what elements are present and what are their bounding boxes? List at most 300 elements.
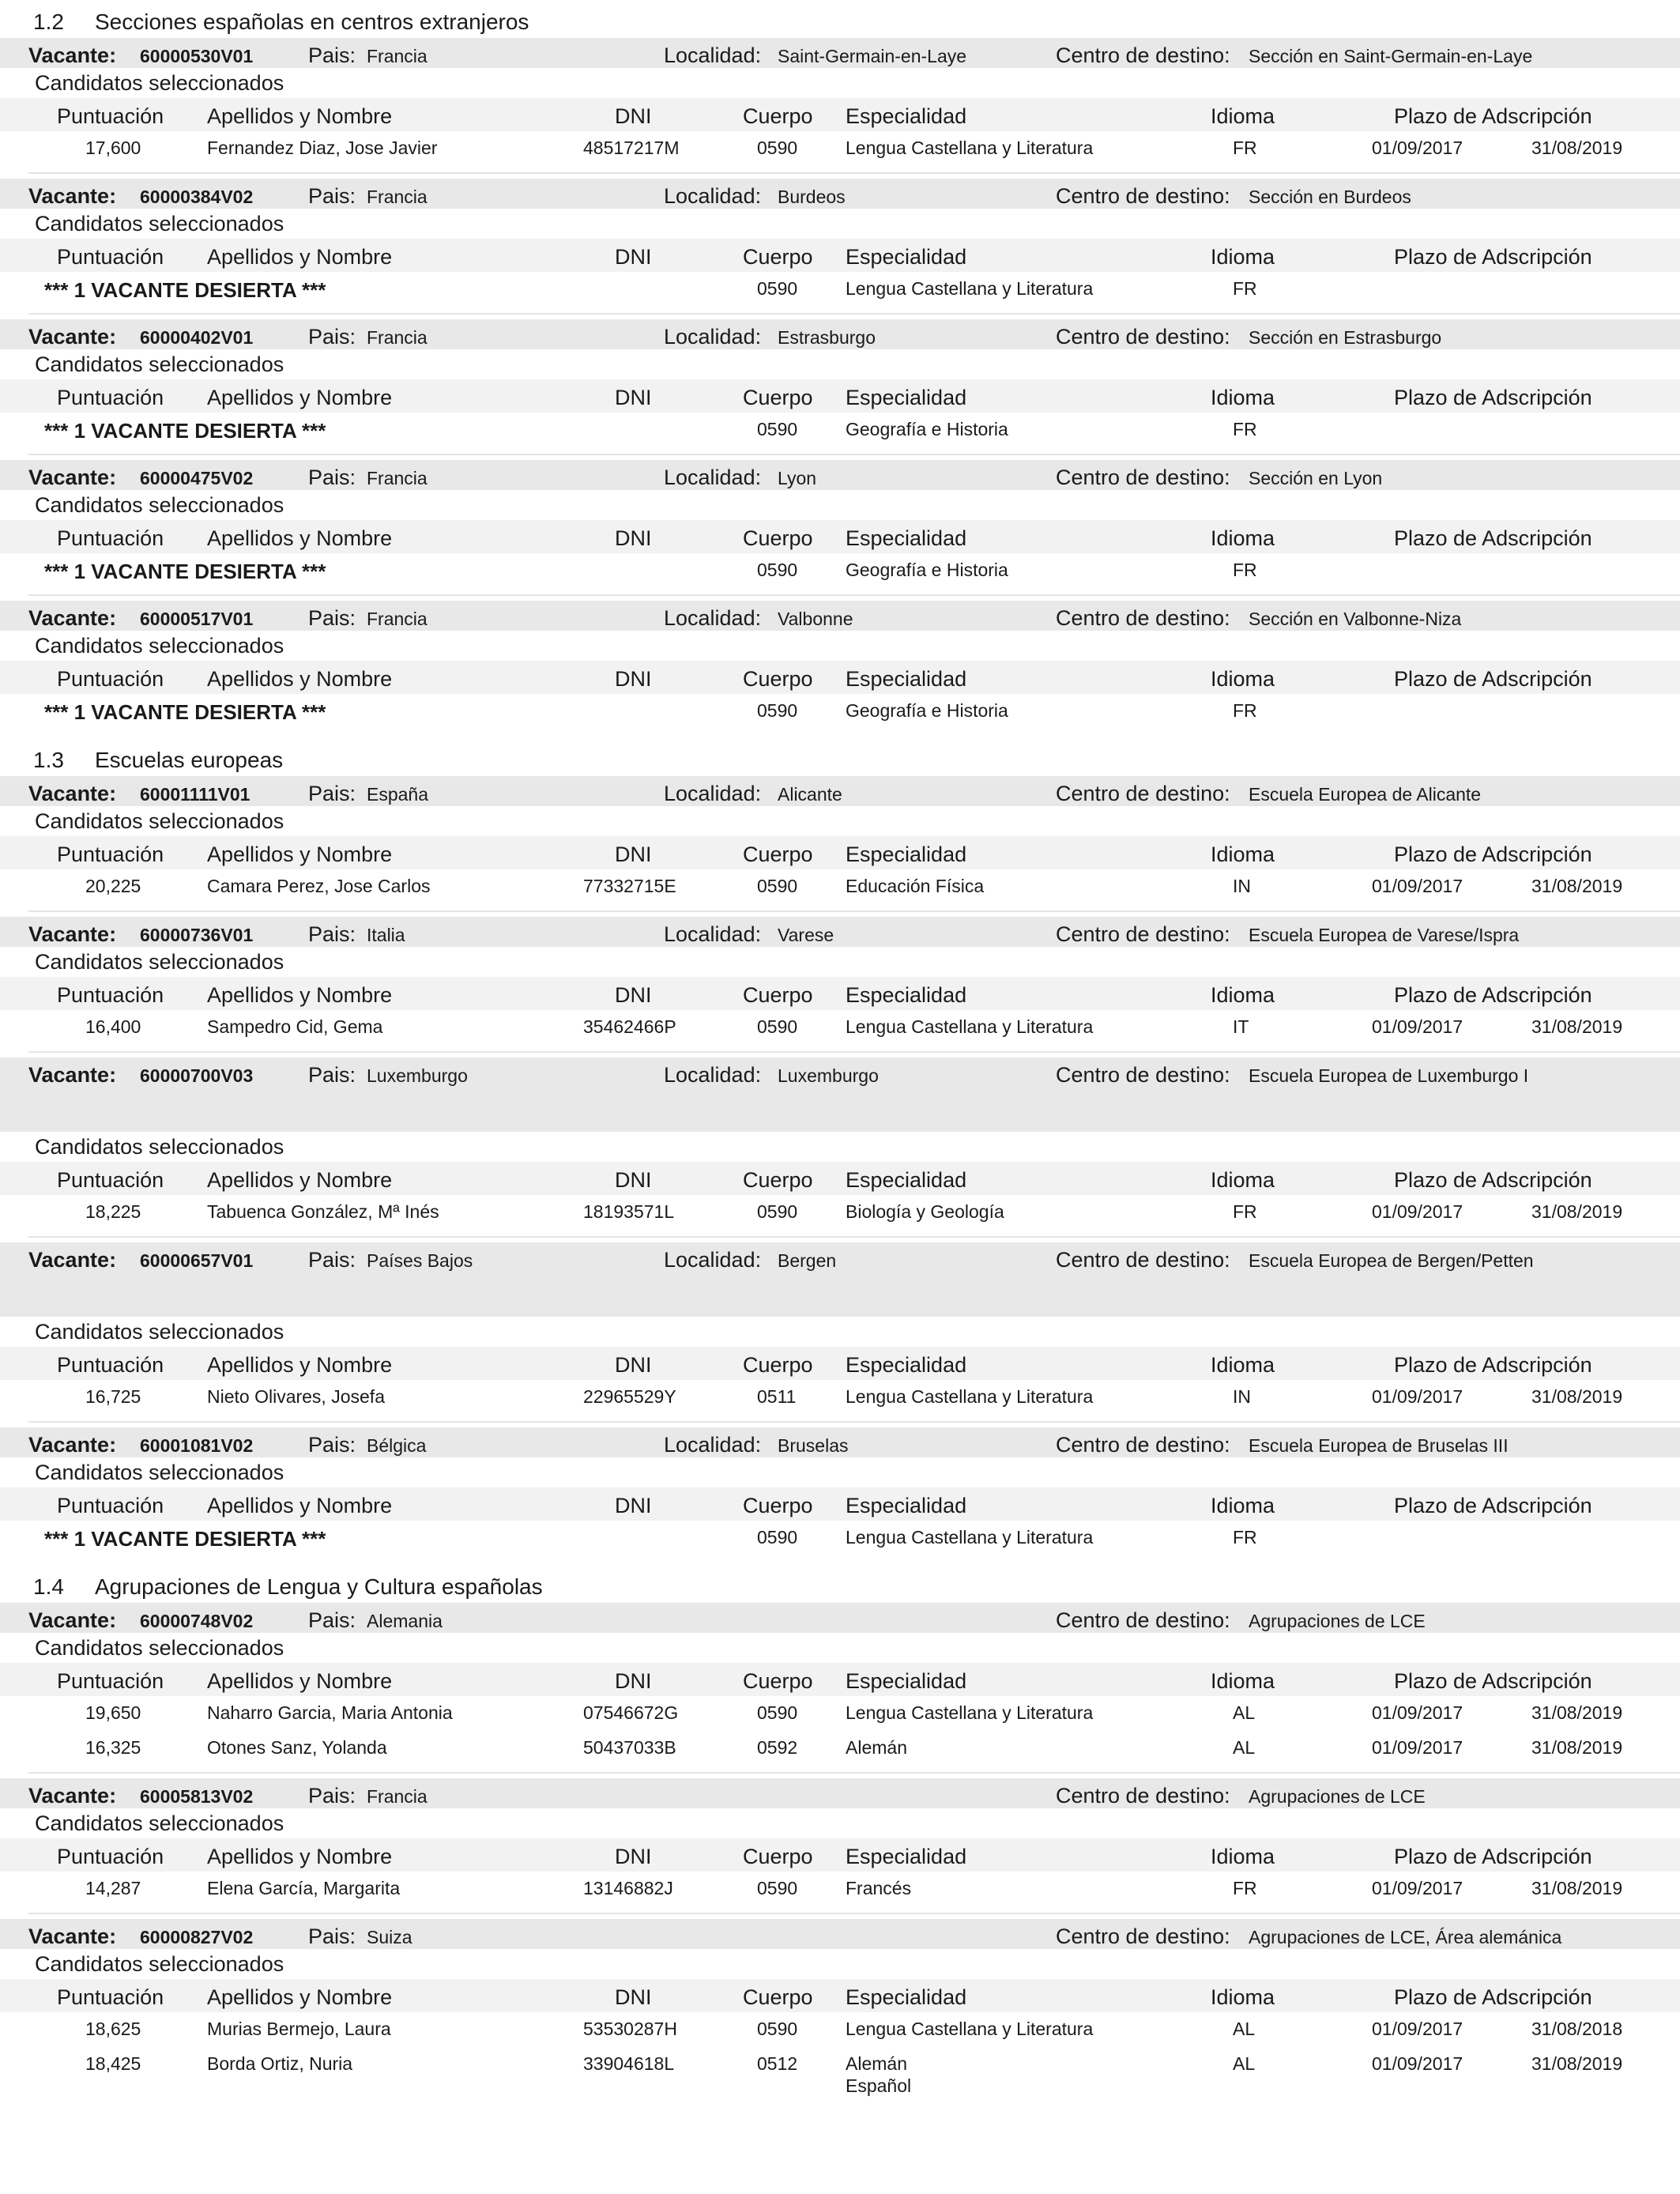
dni-cell: 35462466P bbox=[583, 1016, 676, 1037]
vacancy-separator bbox=[28, 588, 1680, 596]
col-puntuacion: Puntuación bbox=[57, 386, 164, 409]
col-idioma: Idioma bbox=[1211, 386, 1275, 409]
vacante-label: Vacante: bbox=[28, 1433, 117, 1457]
vacante-code: 60001081V02 bbox=[140, 1435, 254, 1456]
col-cuerpo: Cuerpo bbox=[743, 1845, 813, 1868]
localidad-label: Localidad: bbox=[664, 606, 762, 630]
column-header-row bbox=[0, 1487, 1680, 1521]
vacante-label: Vacante: bbox=[28, 466, 117, 489]
candidatos-label bbox=[0, 947, 1680, 977]
col-dni: DNI bbox=[615, 1669, 652, 1693]
column-header-row bbox=[0, 977, 1680, 1010]
section-name: Secciones españolas en centros extranjeros bbox=[95, 9, 529, 34]
pais-label: Pais: bbox=[308, 466, 356, 489]
candidatos-label bbox=[0, 1949, 1680, 1979]
centro-value: Agrupaciones de LCE bbox=[1249, 1786, 1426, 1807]
col-dni: DNI bbox=[615, 1845, 652, 1868]
centro-label: Centro de destino: bbox=[1056, 466, 1230, 489]
vacancy-header bbox=[0, 1778, 1680, 1808]
vacante-label: Vacante: bbox=[28, 43, 117, 67]
col-nombre: Apellidos y Nombre bbox=[207, 1353, 393, 1377]
candidatos-text: Candidatos seleccionados bbox=[35, 1811, 284, 1835]
col-especialidad: Especialidad bbox=[846, 1353, 967, 1377]
candidate-row bbox=[0, 869, 1680, 904]
pais-value: Francia bbox=[367, 46, 428, 66]
idioma-cell: FR bbox=[1233, 278, 1257, 299]
cuerpo-cell: 0590 bbox=[757, 560, 798, 580]
desierta-text: *** 1 VACANTE DESIERTA *** bbox=[44, 278, 326, 302]
column-header-row bbox=[0, 520, 1680, 553]
localidad-value: Bruselas bbox=[778, 1435, 849, 1456]
col-nombre: Apellidos y Nombre bbox=[207, 1985, 393, 2009]
section-number: 1.2 bbox=[33, 9, 64, 34]
especialidad-cell: Francés bbox=[846, 1878, 912, 1898]
localidad-value: Lyon bbox=[778, 468, 817, 488]
col-idioma: Idioma bbox=[1211, 526, 1275, 550]
vacante-label: Vacante: bbox=[28, 606, 117, 630]
centro-value: Agrupaciones de LCE bbox=[1249, 1611, 1426, 1631]
col-dni: DNI bbox=[615, 983, 652, 1007]
pais-value: España bbox=[367, 784, 429, 805]
vacancy-separator bbox=[28, 307, 1680, 315]
pais-label: Pais: bbox=[308, 606, 356, 630]
plazo-desde-cell: 01/09/2017 bbox=[1372, 876, 1463, 896]
col-dni: DNI bbox=[615, 1168, 652, 1192]
col-nombre: Apellidos y Nombre bbox=[207, 104, 393, 128]
especialidad-cell: Lengua Castellana y Literatura bbox=[846, 278, 1094, 299]
section-title bbox=[0, 1566, 1680, 1603]
cuerpo-cell: 0511 bbox=[757, 1386, 797, 1407]
vacancy-header bbox=[0, 1242, 1680, 1317]
column-header-row bbox=[0, 239, 1680, 272]
localidad-label: Localidad: bbox=[664, 43, 762, 67]
col-nombre: Apellidos y Nombre bbox=[207, 843, 393, 866]
nombre-cell: Fernandez Diaz, Jose Javier bbox=[207, 138, 438, 158]
col-puntuacion: Puntuación bbox=[57, 245, 164, 269]
nombre-cell: Nieto Olivares, Josefa bbox=[207, 1386, 385, 1407]
idioma-cell: IN bbox=[1233, 876, 1251, 896]
vacancy-block bbox=[0, 1242, 1680, 1423]
plazo-desde-cell: 01/09/2017 bbox=[1372, 138, 1463, 158]
idioma-cell: AL bbox=[1233, 2019, 1256, 2039]
vacante-code: 60000475V02 bbox=[140, 468, 254, 488]
candidatos-text: Candidatos seleccionados bbox=[35, 1320, 284, 1344]
candidatos-text: Candidatos seleccionados bbox=[35, 1461, 284, 1484]
vacante-code: 60000402V01 bbox=[140, 327, 254, 348]
idioma-cell: FR bbox=[1233, 1201, 1257, 1222]
vacancy-deserted-row bbox=[0, 694, 1680, 729]
candidatos-text: Candidatos seleccionados bbox=[35, 212, 284, 236]
vacancy-separator bbox=[28, 904, 1680, 912]
localidad-value: Estrasburgo bbox=[778, 327, 876, 348]
col-especialidad: Especialidad bbox=[846, 1669, 967, 1693]
vacante-label: Vacante: bbox=[28, 782, 117, 805]
vacancy-block bbox=[0, 38, 1680, 174]
candidatos-label bbox=[0, 349, 1680, 379]
centro-label: Centro de destino: bbox=[1056, 1063, 1230, 1087]
vacante-code: 60000657V01 bbox=[140, 1250, 254, 1271]
localidad-value: Valbonne bbox=[778, 609, 853, 629]
puntuacion-cell: 19,650 bbox=[85, 1702, 141, 1723]
vacancy-block bbox=[0, 179, 1680, 315]
col-especialidad: Especialidad bbox=[846, 104, 967, 128]
pais-value: Francia bbox=[367, 468, 428, 488]
col-nombre: Apellidos y Nombre bbox=[207, 1494, 393, 1517]
candidatos-label bbox=[0, 806, 1680, 836]
plazo-desde-cell: 01/09/2017 bbox=[1372, 2053, 1463, 2074]
dni-cell: 53530287H bbox=[583, 2019, 677, 2039]
col-especialidad: Especialidad bbox=[846, 983, 967, 1007]
vacancy-separator bbox=[28, 447, 1680, 455]
vacancy-block bbox=[0, 1057, 1680, 1238]
candidatos-label bbox=[0, 631, 1680, 661]
cuerpo-cell: 0590 bbox=[757, 1878, 798, 1898]
puntuacion-cell: 18,225 bbox=[85, 1201, 141, 1222]
centro-value: Escuela Europea de Bergen/Petten bbox=[1249, 1250, 1534, 1271]
dni-cell: 48517217M bbox=[583, 138, 680, 158]
cuerpo-cell: 0590 bbox=[757, 1201, 798, 1222]
candidatos-label bbox=[0, 68, 1680, 98]
desierta-text: *** 1 VACANTE DESIERTA *** bbox=[44, 1527, 326, 1551]
candidatos-text: Candidatos seleccionados bbox=[35, 1636, 284, 1660]
candidatos-label bbox=[0, 1633, 1680, 1663]
vacancy-header bbox=[0, 1919, 1680, 1949]
vacancy-header bbox=[0, 319, 1680, 349]
col-plazo: Plazo de Adscripción bbox=[1394, 1845, 1592, 1868]
especialidad-cell: Geografía e Historia bbox=[846, 419, 1008, 439]
section-gap bbox=[0, 729, 1680, 740]
col-puntuacion: Puntuación bbox=[57, 1494, 164, 1517]
vacante-code: 60000700V03 bbox=[140, 1065, 254, 1086]
dni-cell: 13146882J bbox=[583, 1878, 673, 1898]
col-cuerpo: Cuerpo bbox=[743, 245, 813, 269]
col-dni: DNI bbox=[615, 245, 652, 269]
section-name: Agrupaciones de Lengua y Cultura españolas bbox=[95, 1574, 543, 1599]
section-gap bbox=[0, 2101, 1680, 2112]
centro-value: Sección en Lyon bbox=[1249, 468, 1383, 488]
col-idioma: Idioma bbox=[1211, 245, 1275, 269]
puntuacion-cell: 16,400 bbox=[85, 1016, 141, 1037]
candidate-row bbox=[0, 1696, 1680, 1731]
puntuacion-cell: 20,225 bbox=[85, 876, 141, 896]
candidate-row bbox=[0, 1010, 1680, 1045]
col-idioma: Idioma bbox=[1211, 1985, 1275, 2009]
localidad-label: Localidad: bbox=[664, 325, 762, 349]
pais-label: Pais: bbox=[308, 1248, 356, 1272]
localidad-value: Bergen bbox=[778, 1250, 837, 1271]
candidatos-text: Candidatos seleccionados bbox=[35, 950, 284, 974]
localidad-label: Localidad: bbox=[664, 1063, 762, 1087]
especialidad-cell: Lengua Castellana y Literatura bbox=[846, 1702, 1094, 1723]
col-nombre: Apellidos y Nombre bbox=[207, 245, 393, 269]
especialidad-cell: Lengua Castellana y Literatura bbox=[846, 2019, 1094, 2039]
col-puntuacion: Puntuación bbox=[57, 1353, 164, 1377]
plazo-hasta-cell: 31/08/2019 bbox=[1531, 1702, 1623, 1723]
puntuacion-cell: 18,625 bbox=[85, 2019, 141, 2039]
vacancy-separator bbox=[28, 1906, 1680, 1914]
col-dni: DNI bbox=[615, 1985, 652, 2009]
plazo-desde-cell: 01/09/2017 bbox=[1372, 1016, 1463, 1037]
candidatos-label bbox=[0, 1457, 1680, 1487]
col-dni: DNI bbox=[615, 104, 652, 128]
col-puntuacion: Puntuación bbox=[57, 983, 164, 1007]
plazo-hasta-cell: 31/08/2019 bbox=[1531, 1737, 1623, 1758]
puntuacion-cell: 17,600 bbox=[85, 138, 141, 158]
nombre-cell: Camara Perez, Jose Carlos bbox=[207, 876, 431, 896]
candidate-row bbox=[0, 131, 1680, 166]
col-plazo: Plazo de Adscripción bbox=[1394, 1168, 1592, 1192]
localidad-label: Localidad: bbox=[664, 1248, 762, 1272]
col-dni: DNI bbox=[615, 526, 652, 550]
col-cuerpo: Cuerpo bbox=[743, 1669, 813, 1693]
col-plazo: Plazo de Adscripción bbox=[1394, 1353, 1592, 1377]
dni-cell: 07546672G bbox=[583, 1702, 679, 1723]
candidatos-label bbox=[0, 1132, 1680, 1162]
col-plazo: Plazo de Adscripción bbox=[1394, 843, 1592, 866]
vacancy-header bbox=[0, 1427, 1680, 1457]
column-header-row bbox=[0, 1838, 1680, 1872]
col-puntuacion: Puntuación bbox=[57, 526, 164, 550]
vacancy-block bbox=[0, 1427, 1680, 1566]
col-dni: DNI bbox=[615, 386, 652, 409]
col-especialidad: Especialidad bbox=[846, 245, 967, 269]
pais-value: Francia bbox=[367, 187, 428, 207]
centro-value: Sección en Valbonne-Niza bbox=[1249, 609, 1462, 629]
col-especialidad: Especialidad bbox=[846, 667, 967, 691]
idioma-cell: IN bbox=[1233, 1386, 1251, 1407]
col-dni: DNI bbox=[615, 667, 652, 691]
especialidad-cell-2: Español bbox=[846, 2075, 912, 2096]
especialidad-cell: Lengua Castellana y Literatura bbox=[846, 138, 1094, 158]
puntuacion-cell: 14,287 bbox=[85, 1878, 141, 1898]
column-header-row bbox=[0, 1162, 1680, 1195]
column-header-row bbox=[0, 661, 1680, 694]
plazo-desde-cell: 01/09/2017 bbox=[1372, 1737, 1463, 1758]
cuerpo-cell: 0590 bbox=[757, 1016, 798, 1037]
nombre-cell: Otones Sanz, Yolanda bbox=[207, 1737, 387, 1758]
cuerpo-cell: 0590 bbox=[757, 419, 798, 439]
plazo-hasta-cell: 31/08/2019 bbox=[1531, 1016, 1623, 1037]
candidatos-label bbox=[0, 490, 1680, 520]
column-header-row bbox=[0, 1979, 1680, 2012]
col-idioma: Idioma bbox=[1211, 1669, 1275, 1693]
cuerpo-cell: 0590 bbox=[757, 876, 798, 896]
col-cuerpo: Cuerpo bbox=[743, 386, 813, 409]
col-cuerpo: Cuerpo bbox=[743, 1353, 813, 1377]
pais-value: Luxemburgo bbox=[367, 1065, 468, 1086]
vacancy-deserted-row bbox=[0, 413, 1680, 447]
pais-value: Países Bajos bbox=[367, 1250, 473, 1271]
col-puntuacion: Puntuación bbox=[57, 1985, 164, 2009]
vacancy-block bbox=[0, 601, 1680, 740]
pais-label: Pais: bbox=[308, 184, 356, 208]
cuerpo-cell: 0590 bbox=[757, 1527, 798, 1547]
plazo-hasta-cell: 31/08/2018 bbox=[1531, 2019, 1623, 2039]
dni-cell: 77332715E bbox=[583, 876, 676, 896]
col-especialidad: Especialidad bbox=[846, 1494, 967, 1517]
col-dni: DNI bbox=[615, 843, 652, 866]
nombre-cell: Naharro Garcia, Maria Antonia bbox=[207, 1702, 453, 1723]
pais-label: Pais: bbox=[308, 1063, 356, 1087]
candidatos-text: Candidatos seleccionados bbox=[35, 809, 284, 833]
especialidad-cell: Alemán bbox=[846, 2053, 907, 2074]
col-dni: DNI bbox=[615, 1494, 652, 1517]
col-idioma: Idioma bbox=[1211, 1168, 1275, 1192]
vacante-label: Vacante: bbox=[28, 1063, 117, 1087]
col-idioma: Idioma bbox=[1211, 1353, 1275, 1377]
vacancy-header bbox=[0, 601, 1680, 631]
localidad-label: Localidad: bbox=[664, 922, 762, 946]
vacante-label: Vacante: bbox=[28, 1248, 117, 1272]
localidad-label: Localidad: bbox=[664, 1433, 762, 1457]
vacante-label: Vacante: bbox=[28, 325, 117, 349]
section-gap bbox=[0, 1555, 1680, 1566]
localidad-label: Localidad: bbox=[664, 782, 762, 805]
puntuacion-cell: 16,725 bbox=[85, 1386, 141, 1407]
vacancy-block bbox=[0, 1778, 1680, 1914]
puntuacion-cell: 18,425 bbox=[85, 2053, 141, 2074]
vacante-code: 60000384V02 bbox=[140, 187, 254, 207]
centro-value: Escuela Europea de Luxemburgo I bbox=[1249, 1065, 1529, 1086]
col-idioma: Idioma bbox=[1211, 1845, 1275, 1868]
centro-label: Centro de destino: bbox=[1056, 43, 1230, 67]
col-nombre: Apellidos y Nombre bbox=[207, 1669, 393, 1693]
pais-label: Pais: bbox=[308, 1924, 356, 1948]
col-nombre: Apellidos y Nombre bbox=[207, 667, 393, 691]
section-name: Escuelas europeas bbox=[95, 748, 284, 772]
idioma-cell: FR bbox=[1233, 138, 1257, 158]
col-especialidad: Especialidad bbox=[846, 386, 967, 409]
plazo-hasta-cell: 31/08/2019 bbox=[1531, 876, 1623, 896]
col-cuerpo: Cuerpo bbox=[743, 1494, 813, 1517]
pais-label: Pais: bbox=[308, 1608, 356, 1632]
centro-label: Centro de destino: bbox=[1056, 606, 1230, 630]
column-header-row bbox=[0, 379, 1680, 413]
centro-label: Centro de destino: bbox=[1056, 1608, 1230, 1632]
centro-label: Centro de destino: bbox=[1056, 1924, 1230, 1948]
centro-value: Escuela Europea de Alicante bbox=[1249, 784, 1482, 805]
dni-cell: 50437033B bbox=[583, 1737, 676, 1758]
puntuacion-cell: 16,325 bbox=[85, 1737, 141, 1758]
idioma-cell: FR bbox=[1233, 419, 1257, 439]
vacancy-header bbox=[0, 917, 1680, 947]
col-plazo: Plazo de Adscripción bbox=[1394, 983, 1592, 1007]
col-cuerpo: Cuerpo bbox=[743, 1168, 813, 1192]
vacancy-separator bbox=[28, 1230, 1680, 1238]
vacante-code: 60000736V01 bbox=[140, 925, 254, 945]
vacancy-block bbox=[0, 319, 1680, 455]
plazo-hasta-cell: 31/08/2019 bbox=[1531, 138, 1623, 158]
cuerpo-cell: 0512 bbox=[757, 2053, 798, 2074]
localidad-label: Localidad: bbox=[664, 466, 762, 489]
localidad-value: Saint-Germain-en-Laye bbox=[778, 46, 967, 66]
especialidad-cell: Biología y Geología bbox=[846, 1201, 1004, 1222]
vacancy-separator bbox=[28, 166, 1680, 174]
centro-value: Sección en Saint-Germain-en-Laye bbox=[1249, 46, 1533, 66]
col-nombre: Apellidos y Nombre bbox=[207, 983, 393, 1007]
vacancy-header bbox=[0, 460, 1680, 490]
vacante-label: Vacante: bbox=[28, 184, 117, 208]
column-header-row bbox=[0, 836, 1680, 869]
column-header-row bbox=[0, 1663, 1680, 1696]
candidatos-text: Candidatos seleccionados bbox=[35, 634, 284, 658]
col-idioma: Idioma bbox=[1211, 1494, 1275, 1517]
plazo-hasta-cell: 31/08/2019 bbox=[1531, 1878, 1623, 1898]
col-cuerpo: Cuerpo bbox=[743, 843, 813, 866]
col-especialidad: Especialidad bbox=[846, 526, 967, 550]
col-puntuacion: Puntuación bbox=[57, 104, 164, 128]
especialidad-cell: Lengua Castellana y Literatura bbox=[846, 1527, 1094, 1547]
pais-label: Pais: bbox=[308, 922, 356, 946]
col-cuerpo: Cuerpo bbox=[743, 104, 813, 128]
col-plazo: Plazo de Adscripción bbox=[1394, 104, 1592, 128]
plazo-hasta-cell: 31/08/2019 bbox=[1531, 2053, 1623, 2074]
desierta-text: *** 1 VACANTE DESIERTA *** bbox=[44, 419, 326, 443]
vacante-label: Vacante: bbox=[28, 1608, 117, 1632]
localidad-value: Luxemburgo bbox=[778, 1065, 879, 1086]
dni-cell: 22965529Y bbox=[583, 1386, 676, 1407]
col-plazo: Plazo de Adscripción bbox=[1394, 245, 1592, 269]
candidatos-text: Candidatos seleccionados bbox=[35, 493, 284, 517]
idioma-cell: AL bbox=[1233, 1737, 1256, 1758]
col-idioma: Idioma bbox=[1211, 667, 1275, 691]
col-nombre: Apellidos y Nombre bbox=[207, 526, 393, 550]
cuerpo-cell: 0590 bbox=[757, 138, 798, 158]
vacancy-block bbox=[0, 1603, 1680, 1774]
idioma-cell: AL bbox=[1233, 1702, 1256, 1723]
vacante-label: Vacante: bbox=[28, 1924, 117, 1948]
centro-label: Centro de destino: bbox=[1056, 1784, 1230, 1808]
col-plazo: Plazo de Adscripción bbox=[1394, 1494, 1592, 1517]
cuerpo-cell: 0590 bbox=[757, 2019, 798, 2039]
col-nombre: Apellidos y Nombre bbox=[207, 1845, 393, 1868]
col-puntuacion: Puntuación bbox=[57, 843, 164, 866]
col-plazo: Plazo de Adscripción bbox=[1394, 526, 1592, 550]
col-idioma: Idioma bbox=[1211, 104, 1275, 128]
pais-label: Pais: bbox=[308, 43, 356, 67]
localidad-value: Burdeos bbox=[778, 187, 846, 207]
idioma-cell: FR bbox=[1233, 1527, 1257, 1547]
col-idioma: Idioma bbox=[1211, 843, 1275, 866]
col-puntuacion: Puntuación bbox=[57, 1669, 164, 1693]
candidatos-text: Candidatos seleccionados bbox=[35, 1135, 284, 1159]
candidate-row bbox=[0, 2047, 1680, 2101]
plazo-desde-cell: 01/09/2017 bbox=[1372, 1386, 1463, 1407]
section-number: 1.4 bbox=[33, 1574, 64, 1599]
centro-value: Escuela Europea de Varese/Ispra bbox=[1249, 925, 1520, 945]
vacante-code: 60000827V02 bbox=[140, 1927, 254, 1947]
vacancy-separator bbox=[28, 1415, 1680, 1423]
pais-label: Pais: bbox=[308, 782, 356, 805]
dni-cell: 33904618L bbox=[583, 2053, 675, 2074]
pais-value: Alemania bbox=[367, 1611, 443, 1631]
centro-label: Centro de destino: bbox=[1056, 184, 1230, 208]
cuerpo-cell: 0590 bbox=[757, 1702, 798, 1723]
pais-label: Pais: bbox=[308, 325, 356, 349]
section-title bbox=[0, 740, 1680, 776]
pais-label: Pais: bbox=[308, 1433, 356, 1457]
vacante-label: Vacante: bbox=[28, 1784, 117, 1808]
candidate-row bbox=[0, 1872, 1680, 1906]
section-number: 1.3 bbox=[33, 748, 64, 772]
centro-value: Sección en Burdeos bbox=[1249, 187, 1411, 207]
pais-value: Francia bbox=[367, 327, 428, 348]
pais-label: Pais: bbox=[308, 1784, 356, 1808]
col-cuerpo: Cuerpo bbox=[743, 983, 813, 1007]
col-especialidad: Especialidad bbox=[846, 1168, 967, 1192]
col-cuerpo: Cuerpo bbox=[743, 526, 813, 550]
column-header-row bbox=[0, 1347, 1680, 1380]
